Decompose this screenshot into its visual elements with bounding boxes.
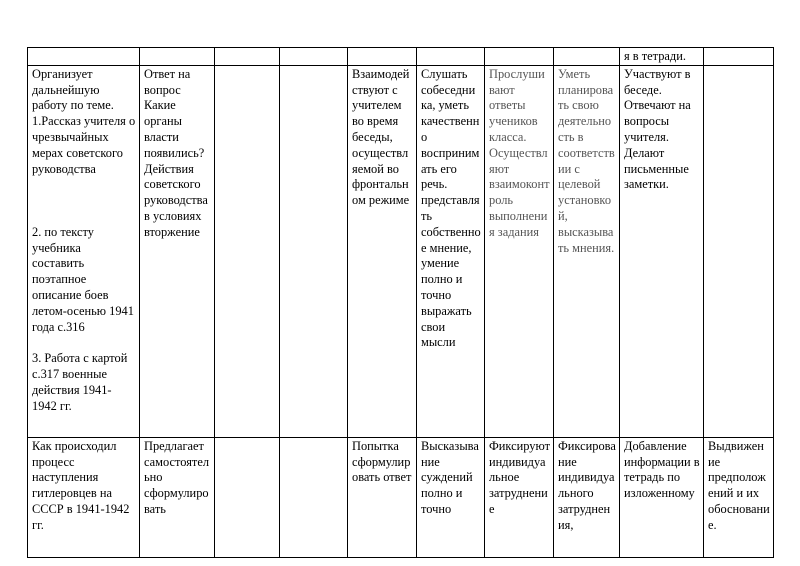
table-cell: [280, 48, 348, 66]
table-row: [28, 48, 774, 66]
table-cell: Прослушивают ответы учеников класса. Осуществляют взаимоконтроль выполнения задания: [485, 65, 554, 437]
teacher-activity-cell: Организует дальнейшую работу по теме. 1.Рассказ учителя о чрезвычайных мерах советского руководства 2. по тексту учебника составить поэтапное описание боев летом-осенью 1941 года с.316 3. Работа с картой с.317 военные действия 1941-1942 гг.: [28, 65, 140, 437]
table-cell: Фиксирование индивидуального затруднения,: [554, 437, 620, 557]
table-cell: [280, 437, 348, 557]
table-cell: [485, 48, 554, 66]
table-cell: Уметь планировать свою деятельность в соответствии с целевой установкой, высказывать мнения.: [554, 65, 620, 437]
table-row: [28, 65, 774, 437]
table-cell: [28, 48, 140, 66]
table-row: [28, 437, 774, 557]
table-cell: Выдвижение предположений и их обоснование.: [704, 437, 774, 557]
table-cell: [140, 48, 215, 66]
table-cell: [704, 65, 774, 437]
table-cell: [348, 48, 417, 66]
table-cell: [215, 65, 280, 437]
teacher-activity-cell: Как происходил процесс наступления гитлеровцев на СССР в 1941-1942 гг.: [28, 437, 140, 557]
student-activity-cell: Ответ на вопрос Какие органы власти появились? Действия советского руководства в условиях вторжение: [140, 65, 215, 437]
table-cell: Высказывание суждений полно и точно: [417, 437, 485, 557]
table-cell: [215, 48, 280, 66]
table-cell: [280, 65, 348, 437]
table-cell: [554, 48, 620, 66]
table-cell: [704, 48, 774, 66]
table-cell: [215, 437, 280, 557]
lesson-plan-table: [27, 47, 774, 558]
student-activity-cell: Предлагает самостоятельно сформулировать: [140, 437, 215, 557]
table-cell: я в тетради.: [620, 48, 704, 66]
table-cell: Взаимодействуют с учителем во время беседы, осуществляемой во фронтальном режиме: [348, 65, 417, 437]
table-cell: Попытка сформулировать ответ: [348, 437, 417, 557]
table-cell: [417, 48, 485, 66]
table-cell: Участвуют в беседе. Отвечают на вопросы учителя. Делают письменные заметки.: [620, 65, 704, 437]
table-cell: Слушать собеседника, уметь качественно воспринимать его речь. представлять собственное мнение, умение полно и точно выражать свои мысли: [417, 65, 485, 437]
table-cell: Добавление информации в тетрадь по изложенному: [620, 437, 704, 557]
table-cell: Фиксируют индивидуальное затруднение: [485, 437, 554, 557]
